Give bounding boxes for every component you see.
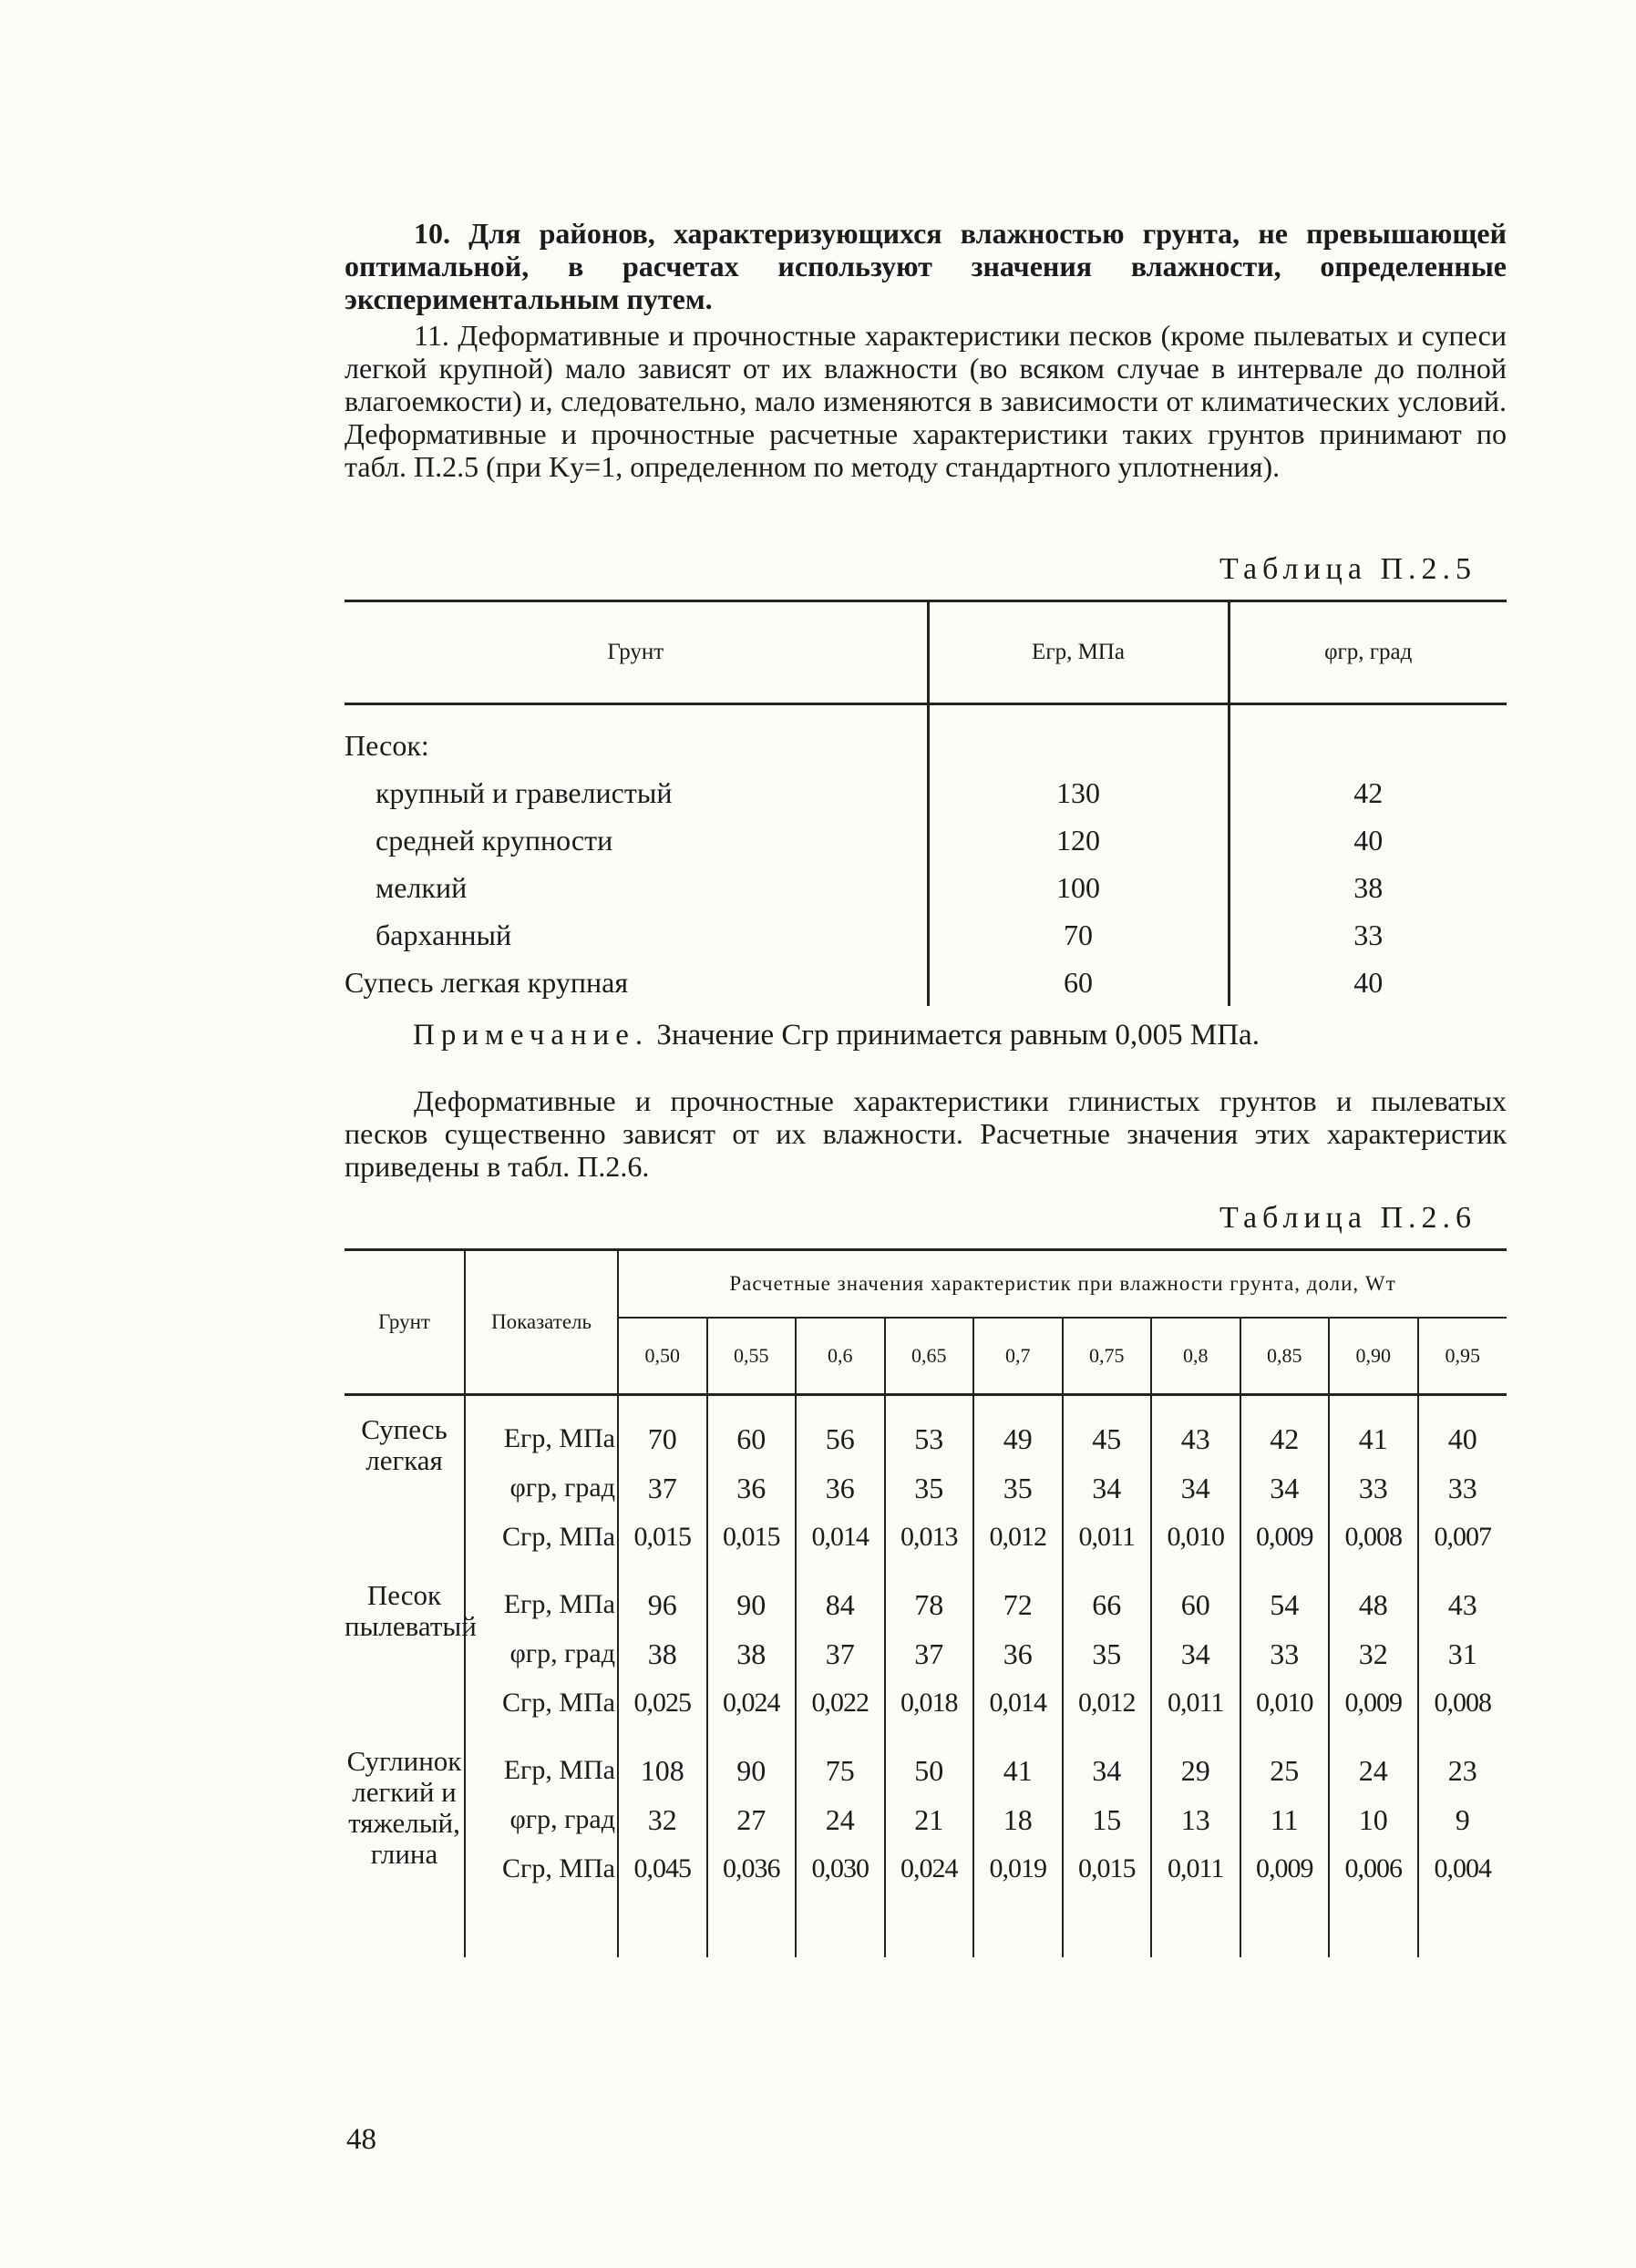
t6-value: 37	[796, 1629, 885, 1678]
t6-value: 0,011	[1063, 1513, 1152, 1562]
t6-value: 0,014	[796, 1513, 885, 1562]
t6-value: 50	[885, 1728, 974, 1795]
table-filler-row	[345, 1893, 1507, 1957]
t6-value: 13	[1151, 1795, 1240, 1844]
t6-value: 34	[1063, 1728, 1152, 1795]
t6-value: 0,006	[1329, 1844, 1418, 1893]
t6-value: 0,024	[885, 1844, 974, 1893]
t6-value: 31	[1418, 1629, 1507, 1678]
t6-value: 35	[885, 1463, 974, 1513]
t6-value: 45	[1063, 1395, 1152, 1464]
t6-value: 15	[1063, 1795, 1152, 1844]
t6-value: 0,012	[973, 1513, 1063, 1562]
t6-value: 33	[1329, 1463, 1418, 1513]
t6-value: 60	[1151, 1562, 1240, 1629]
paragraph-11: 11. Деформативные и прочностные характеристики песков (кроме пылеватых и супеси легкой крупной) мало зависят от их влажности (во всяком случае в интервале до полной влагоемкости) и, следовательно, мало изменяются в зависимости от климатических условий. Деформативные и прочностные расчетные характеристики таких грунтов принимают по табл. П.2.5 (при Ky=1, определенном по методу стандартного уплотнения).	[345, 319, 1507, 483]
t5-e-value: 70	[928, 911, 1229, 959]
t6-soil-name: Суглинок легкий и тяжелый, глина	[346, 1745, 462, 1870]
t6-value: 53	[885, 1395, 974, 1464]
t6-value: 0,011	[1151, 1844, 1240, 1893]
table-row	[345, 1562, 1507, 1629]
table-row	[345, 1844, 1507, 1893]
t6-indicator: φгр, град	[465, 1795, 618, 1844]
t6-value: 0,036	[707, 1844, 797, 1893]
t6-value: 75	[796, 1728, 885, 1795]
t6-value: 90	[707, 1728, 797, 1795]
table-2-6-title: Таблица П.2.6	[1219, 1201, 1477, 1235]
t6-value: 29	[1151, 1728, 1240, 1795]
t6-value: 42	[1240, 1395, 1330, 1464]
t6-moisture-header: 0,8	[1151, 1318, 1240, 1395]
table-row	[345, 769, 1507, 816]
t6-moisture-header: 0,75	[1063, 1318, 1152, 1395]
t6-value: 34	[1151, 1463, 1240, 1513]
t6-value: 0,012	[1063, 1678, 1152, 1728]
paragraph-10: 10. Для районов, характеризующихся влажностью грунта, не превышающей оптимальной, в расчетах используют значения влажности, определенные экспериментальным путем.	[345, 217, 1507, 315]
t6-value: 0,009	[1329, 1678, 1418, 1728]
t5-soil: мелкий	[376, 870, 468, 904]
table-row	[345, 816, 1507, 864]
table-row	[345, 1795, 1507, 1844]
t6-value: 35	[973, 1463, 1063, 1513]
t6-value: 23	[1418, 1728, 1507, 1795]
t6-value: 48	[1329, 1562, 1418, 1629]
t6-value: 72	[973, 1562, 1063, 1629]
t6-moisture-header: 0,55	[707, 1318, 797, 1395]
t6-value: 90	[707, 1562, 797, 1629]
t6-value: 36	[973, 1629, 1063, 1678]
table-2-5	[345, 600, 1507, 1006]
t5-phi-value: 33	[1229, 911, 1507, 959]
t5-soil: крупный и гравелистый	[376, 775, 673, 809]
table-row	[345, 959, 1507, 1006]
t6-value: 0,009	[1240, 1513, 1330, 1562]
t6-soil-name: Супесь легкая	[361, 1413, 448, 1476]
t6-value: 21	[885, 1795, 974, 1844]
t5-e-value: 60	[928, 959, 1229, 1006]
t6-value: 36	[707, 1463, 797, 1513]
t5-soil: барханный	[376, 918, 512, 951]
t6-value: 34	[1151, 1629, 1240, 1678]
table-row	[345, 1463, 1507, 1513]
t6-value: 0,045	[618, 1844, 707, 1893]
table-2-5-title: Таблица П.2.5	[1219, 552, 1477, 586]
t6-header-soil: Грунт	[378, 1310, 430, 1333]
t6-value: 25	[1240, 1728, 1330, 1795]
t5-phi-value: 40	[1229, 816, 1507, 864]
t5-header-phi: φгр, град	[1229, 601, 1507, 704]
t6-value: 43	[1418, 1562, 1507, 1629]
t6-value: 38	[707, 1629, 797, 1678]
t6-value: 0,024	[707, 1678, 797, 1728]
t6-value: 24	[1329, 1728, 1418, 1795]
t6-moisture-header: 0,6	[796, 1318, 885, 1395]
t6-value: 0,013	[885, 1513, 974, 1562]
t6-indicator: φгр, град	[465, 1463, 618, 1513]
t6-value: 37	[618, 1463, 707, 1513]
table-row	[345, 1728, 1507, 1795]
t6-value: 0,010	[1240, 1678, 1330, 1728]
t6-value: 66	[1063, 1562, 1152, 1629]
t6-value: 0,009	[1240, 1844, 1330, 1893]
t5-phi-value: 42	[1229, 769, 1507, 816]
table-row	[345, 704, 1507, 770]
t6-value: 0,014	[973, 1678, 1063, 1728]
t6-moisture-header: 0,50	[618, 1318, 707, 1395]
t5-soil: средней крупности	[376, 823, 613, 857]
table-row	[345, 1678, 1507, 1728]
t6-value: 0,010	[1151, 1513, 1240, 1562]
paragraph-12: Деформативные и прочностные характеристики глинистых грунтов и пылеватых песков существенно зависят от их влажности. Расчетные значения этих характеристик приведены в табл. П.2.6.	[345, 1084, 1507, 1183]
t6-value: 0,011	[1151, 1678, 1240, 1728]
t6-moisture-header: 0,7	[973, 1318, 1063, 1395]
t6-value: 34	[1063, 1463, 1152, 1513]
t6-value: 0,015	[707, 1513, 797, 1562]
t5-phi-value: 40	[1229, 959, 1507, 1006]
t6-indicator: Eгр, МПа	[465, 1728, 618, 1795]
table-row	[345, 1513, 1507, 1562]
t5-phi-value: 38	[1229, 864, 1507, 911]
t6-value: 11	[1240, 1795, 1330, 1844]
table-row	[345, 911, 1507, 959]
t6-value: 10	[1329, 1795, 1418, 1844]
t6-indicator: Cгр, МПа	[465, 1513, 618, 1562]
t6-header-indicator: Показатель	[465, 1250, 618, 1395]
t5-header-soil: Грунт	[607, 640, 664, 664]
table-2-5-note	[413, 1019, 1260, 1052]
t6-value: 34	[1240, 1463, 1330, 1513]
t6-value: 0,018	[885, 1678, 974, 1728]
t6-value: 18	[973, 1795, 1063, 1844]
t6-value: 41	[1329, 1395, 1418, 1464]
t6-moisture-header: 0,95	[1418, 1318, 1507, 1395]
t6-moisture-header: 0,85	[1240, 1318, 1330, 1395]
note-label: Примечание.	[413, 1019, 650, 1052]
t6-value: 32	[618, 1795, 707, 1844]
t6-value: 41	[973, 1728, 1063, 1795]
t5-e-value: 130	[928, 769, 1229, 816]
t6-value: 84	[796, 1562, 885, 1629]
t6-value: 49	[973, 1395, 1063, 1464]
t6-value: 54	[1240, 1562, 1330, 1629]
t6-value: 108	[618, 1728, 707, 1795]
t6-value: 9	[1418, 1795, 1507, 1844]
t5-group-label: Песок:	[345, 728, 429, 762]
t6-indicator: Eгр, МПа	[465, 1562, 618, 1629]
t6-value: 96	[618, 1562, 707, 1629]
t6-value: 78	[885, 1562, 974, 1629]
t6-value: 35	[1063, 1629, 1152, 1678]
table-2-6	[345, 1248, 1507, 1957]
t6-value: 32	[1329, 1629, 1418, 1678]
t6-value: 0,030	[796, 1844, 885, 1893]
t6-value: 0,025	[618, 1678, 707, 1728]
table-row	[345, 1395, 1507, 1464]
t6-value: 0,015	[1063, 1844, 1152, 1893]
t5-e-value: 100	[928, 864, 1229, 911]
t5-e-value: 120	[928, 816, 1229, 864]
t6-moisture-header: 0,90	[1329, 1318, 1418, 1395]
t5-soil: Супесь легкая крупная	[345, 965, 629, 999]
table-row	[345, 1629, 1507, 1678]
t6-value: 0,008	[1329, 1513, 1418, 1562]
t5-header-e: Eгр, МПа	[928, 601, 1229, 704]
t6-value: 60	[707, 1395, 797, 1464]
page-number: 48	[346, 2123, 376, 2156]
t6-value: 0,015	[618, 1513, 707, 1562]
t6-indicator: Eгр, МПа	[465, 1395, 618, 1464]
t6-indicator: Cгр, МПа	[465, 1844, 618, 1893]
t6-value: 38	[618, 1629, 707, 1678]
t6-value: 0,008	[1418, 1678, 1507, 1728]
t6-value: 37	[885, 1629, 974, 1678]
t6-value: 0,019	[973, 1844, 1063, 1893]
table-row	[345, 864, 1507, 911]
t6-indicator: φгр, град	[465, 1629, 618, 1678]
note-text: Значение Cгр принимается равным 0,005 МПа.	[656, 1019, 1260, 1052]
t6-value: 24	[796, 1795, 885, 1844]
t6-value: 56	[796, 1395, 885, 1464]
t6-value: 0,007	[1418, 1513, 1507, 1562]
t6-indicator: Cгр, МПа	[465, 1678, 618, 1728]
t6-value: 36	[796, 1463, 885, 1513]
t6-value: 40	[1418, 1395, 1507, 1464]
t6-value: 70	[618, 1395, 707, 1464]
t6-value: 33	[1240, 1629, 1330, 1678]
t6-soil-name: Песок пылеватый	[345, 1579, 477, 1642]
t6-value: 0,022	[796, 1678, 885, 1728]
t6-header-moisture-group: Расчетные значения характеристик при влажности грунта, доли, Wт	[618, 1250, 1507, 1319]
t6-value: 33	[1418, 1463, 1507, 1513]
t6-value: 43	[1151, 1395, 1240, 1464]
t6-value: 0,004	[1418, 1844, 1507, 1893]
t6-value: 27	[707, 1795, 797, 1844]
t6-moisture-header: 0,65	[885, 1318, 974, 1395]
